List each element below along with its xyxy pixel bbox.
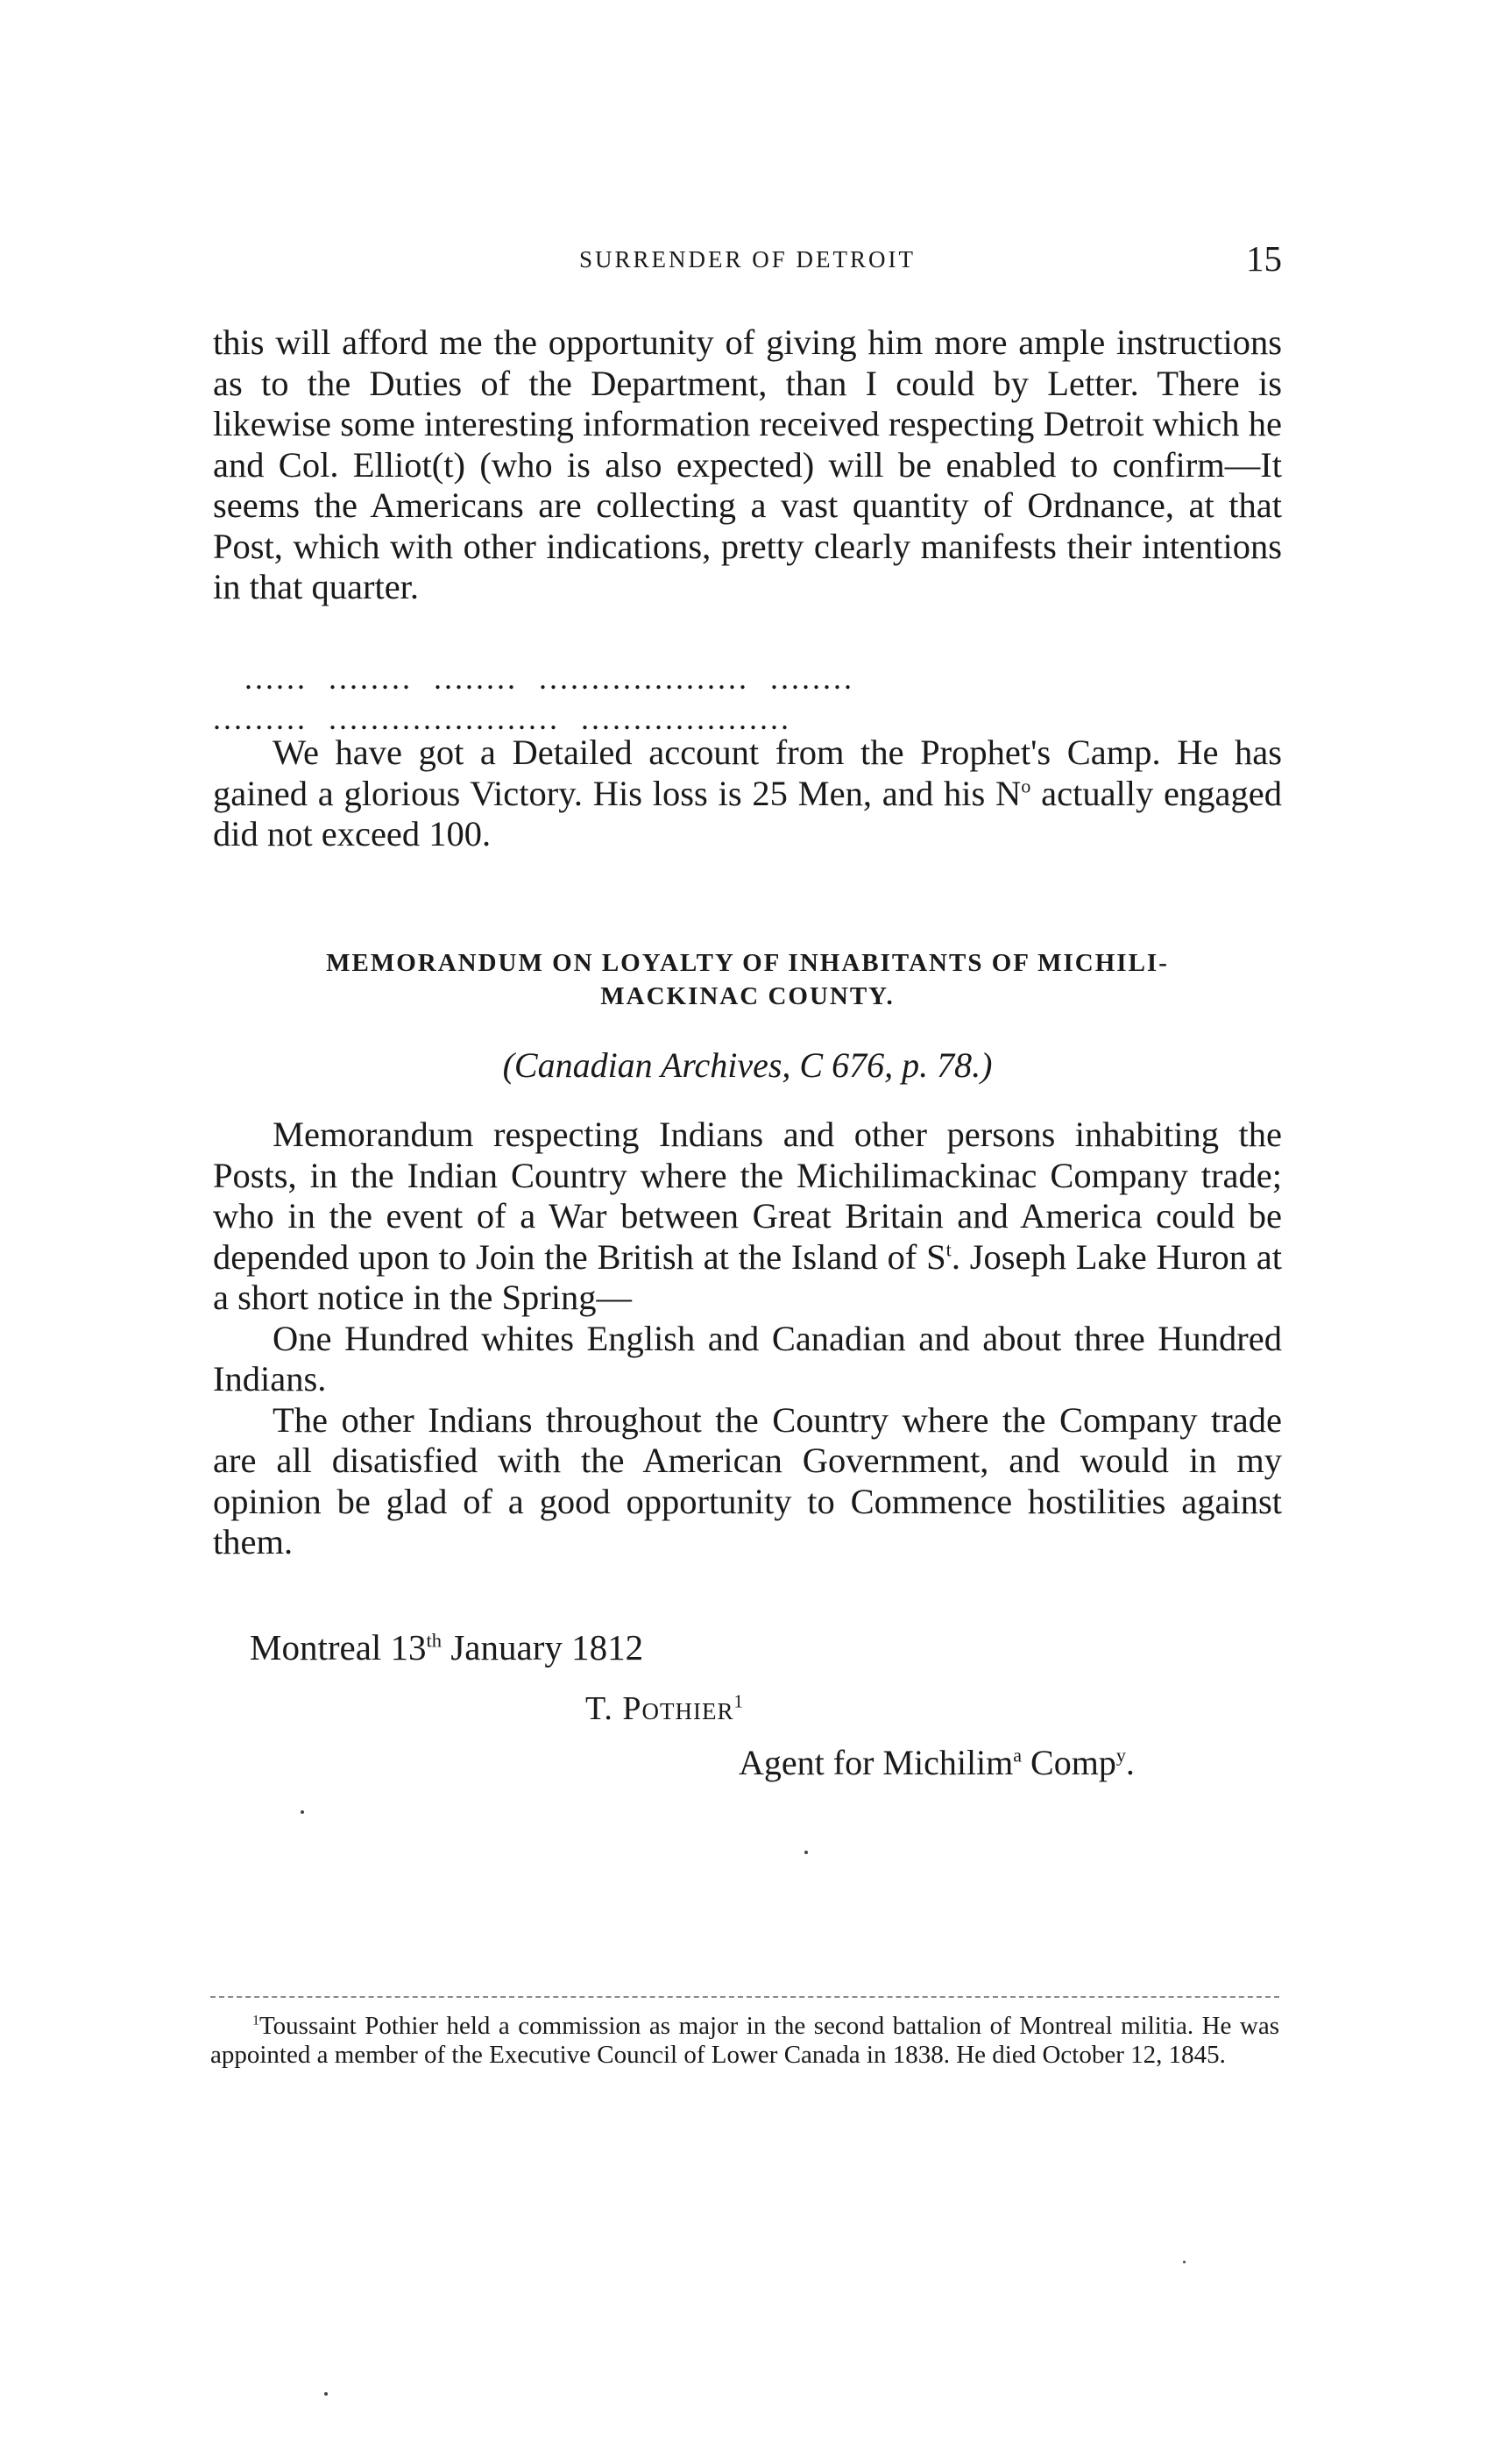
- signature-title-superscript-2: y: [1115, 1744, 1126, 1767]
- signature-title-text-2: Comp: [1022, 1743, 1116, 1782]
- memorandum-paragraph-1-text-2: . Joseph Lake Huron at a short notice in the Spring—: [213, 1236, 1282, 1317]
- letter-paragraph-2: [213, 733, 1282, 855]
- signature-title-text-3: .: [1125, 1743, 1135, 1782]
- memorandum-paragraph-2: One Hundred whites English and Canadian and about three Hundred Indians.: [213, 1318, 1282, 1398]
- scan-speck: [324, 2392, 328, 2396]
- footnote-marker: 1: [252, 2013, 259, 2029]
- running-header: [213, 238, 1282, 279]
- dateline-superscript: th: [426, 1629, 443, 1652]
- memorandum-paragraph-3: The other Indians throughout the Country where the Company trade are all disatisfied with the American Government, and would in my opinion be glad of a good opportunity to Commence hostilities against them.: [213, 1399, 1282, 1561]
- memorandum-heading-line-1: MEMORANDUM ON LOYALTY OF INHABITANTS OF MICHILI-: [326, 949, 1169, 977]
- scan-speck: [1183, 2261, 1186, 2263]
- dateline: [250, 1626, 643, 1668]
- signature-title: [739, 1742, 1135, 1783]
- memorandum-paragraph-1-text-1: Memorandum respecting Indians and other persons inhabiting the Posts, in the Indian Country where the Michilimackinac Company trade; who in the event of a War between Great Britain and America could be depended upon to Join the British at the Island of S: [213, 1115, 1282, 1277]
- ellipsis-line-1: ...... ........ ........ .................... ........: [213, 662, 854, 694]
- prophet-camp-text-2: actually engaged did not exceed 100.: [213, 773, 1282, 853]
- footnote: [210, 2012, 1279, 2070]
- prophet-camp-superscript: o: [1021, 775, 1031, 797]
- footnote-reference: 1: [733, 1690, 744, 1712]
- archive-citation: (Canadian Archives, C 676, p. 78.): [502, 1045, 993, 1085]
- running-title: SURRENDER OF DETROIT: [578, 246, 916, 273]
- dateline-text-1: Montreal 13: [250, 1627, 427, 1667]
- prophet-camp-text-1: We have got a Detailed account from the Prophet's Camp. He has gained a glorious Victory. His loss is 25 Men, and his N: [213, 733, 1282, 813]
- memorandum-paragraph-1: [213, 1115, 1282, 1319]
- memorandum-heading: [213, 946, 1282, 1013]
- memorandum-heading-line-2: MACKINAC COUNTY.: [600, 982, 895, 1010]
- letter-paragraph-text: this will afford me the opportunity of giving him more ample instructions as to the Duties of the Department, than I could by Letter. There is likewise some interesting information received respecting Detroit which he and Col. Elliot(t) (who is also expected) will be enabled to confirm—It seems the Americans are collecting a vast quantity of Ordnance, at that Post, which with other indications, pretty clearly manifests their intentions in that quarter.: [213, 322, 1282, 606]
- page-number: 15: [1246, 238, 1282, 279]
- signature-title-text-1: Agent for Michilim: [739, 1743, 1014, 1782]
- prophet-camp-paragraph: [213, 733, 1282, 855]
- scan-speck: [301, 1810, 304, 1814]
- letter-paragraph: [213, 322, 1282, 608]
- footnote-text: [210, 2012, 1279, 2070]
- signature-name-text: T. Pothier: [585, 1690, 734, 1727]
- footnote-body: Toussaint Pothier held a commission as major in the second battalion of Montreal militia. He was appointed a member of the Executive Council of Lower Canada in 1838. He died October 12, 1845.: [210, 2012, 1279, 2069]
- memorandum-paragraph-1-superscript: t: [945, 1238, 952, 1260]
- signature-title-superscript-1: a: [1013, 1744, 1023, 1767]
- memorandum-body: [213, 1115, 1282, 1563]
- dateline-text-2: January 1812: [442, 1627, 644, 1667]
- signature-name: [585, 1689, 744, 1728]
- scan-speck: [804, 1851, 808, 1854]
- ellipsis-line-2: ......... ...................... ....................: [213, 703, 791, 734]
- footnote-divider: [210, 1996, 1279, 1998]
